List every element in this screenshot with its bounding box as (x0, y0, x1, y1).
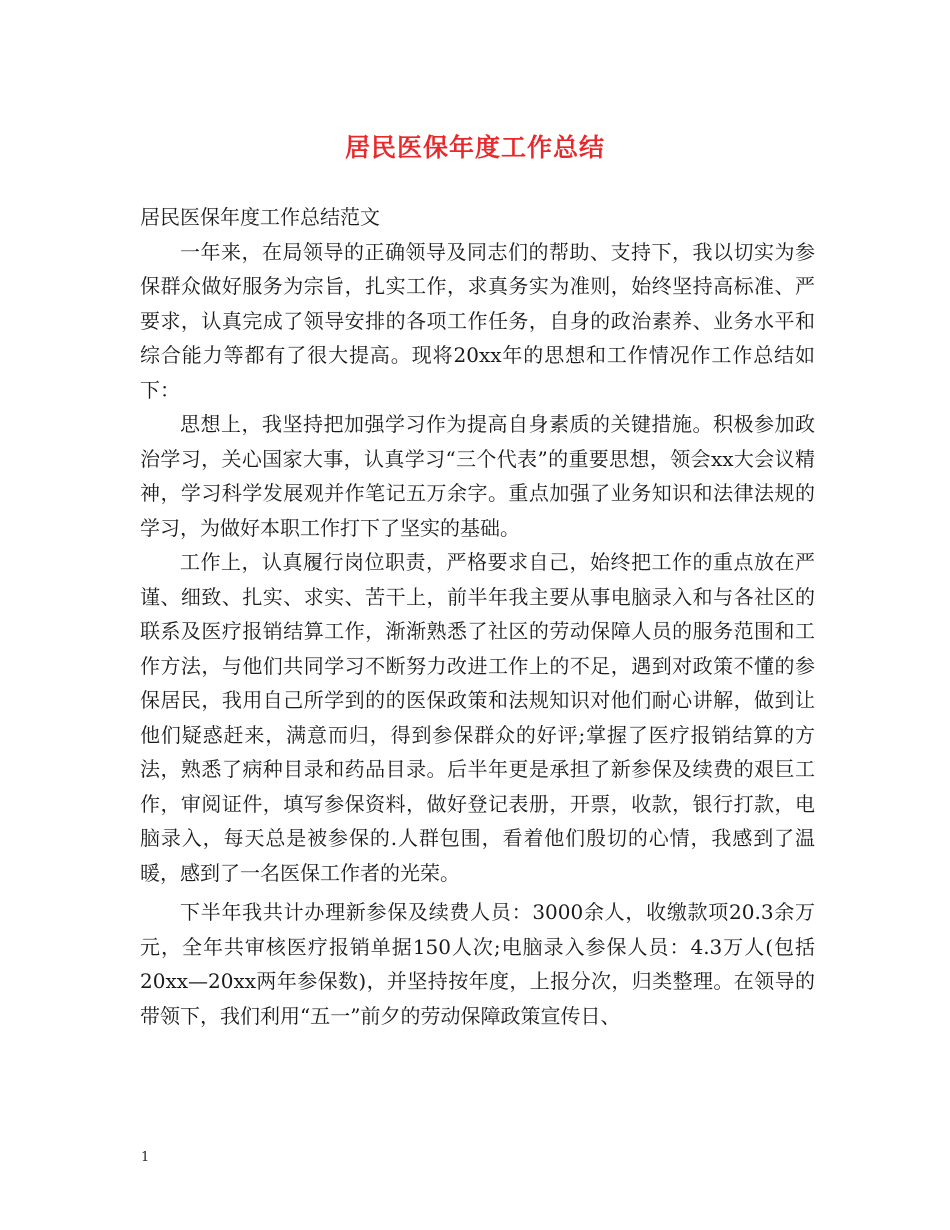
paragraph-work: 工作上，认真履行岗位职责，严格要求自己，始终把工作的重点放在严谨、细致、扎实、求实、苦干上，前半年我主要从事电脑录入和与各社区的联系及医疗报销结算工作，渐渐熟悉了社区的劳动保障人员的服务范围和工作方法，与他们共同学习不断努力改进工作上的不足，遇到对政策不懂的参保居民，我用自己所学到的的医保政策和法规知识对他们耐心讲解，做到让他们疑惑赶来，满意而归，得到参保群众的好评;掌握了医疗报销结算的方法，熟悉了病种目录和药品目录。后半年更是承担了新参保及续费的艰巨工作，审阅证件，填写参保资料，做好登记表册，开票，收款，银行打款，电脑录入，每天总是被参保的.人群包围，看着他们殷切的心情，我感到了温暖，感到了一名医保工作者的光荣。 (140, 550, 815, 885)
document-title: 居民医保年度工作总结 (344, 133, 605, 162)
paragraph-thought: 思想上，我坚持把加强学习作为提高自身素质的关键措施。积极参加政治学习，关心国家大事，认真学习“三个代表”的重要思想，领会xx大会议精神，学习科学发展观并作笔记五万余字。重点加强了业务知识和法律法规的学习，为做好本职工作打下了坚实的基础。 (140, 412, 815, 540)
page-number: 1 (141, 1150, 150, 1165)
paragraph-second-half: 下半年我共计办理新参保及续费人员：3000余人，收缴款项20.3余万元，全年共审核医疗报销单据150人次;电脑录入参保人员：4.3万人(包括20xx—20xx两年参保数)，并坚持按年度，上报分次，归类整理。在领导的带领下，我们利用“五一”前夕的劳动保障政策宣传日、 (140, 900, 815, 1028)
document-subtitle: 居民医保年度工作总结范文 (140, 205, 380, 229)
paragraph-intro: 一年来，在局领导的正确领导及同志们的帮助、支持下，我以切实为参保群众做好服务为宗旨，扎实工作，求真务实为准则，始终坚持高标准、严要求，认真完成了领导安排的各项工作任务，自身的政治素养、业务水平和综合能力等都有了很大提高。现将20xx年的思想和工作情况作工作总结如下： (140, 239, 815, 402)
document-body (140, 200, 815, 1033)
